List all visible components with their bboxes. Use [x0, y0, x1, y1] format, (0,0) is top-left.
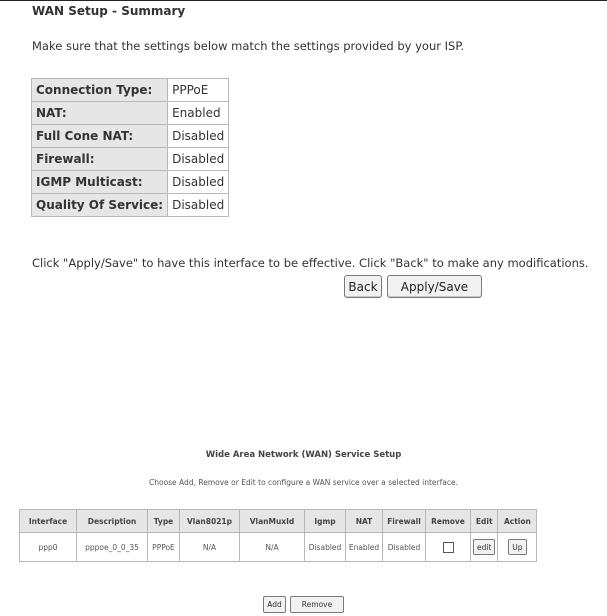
apply-save-button[interactable]: Apply/Save [387, 275, 482, 298]
column-header-firewall: Firewall [383, 510, 426, 533]
column-header-type: Type [148, 510, 180, 533]
column-header-action: Action [498, 510, 537, 533]
summary-row [32, 171, 229, 194]
remove-checkbox[interactable] [443, 542, 454, 553]
summary-table [31, 78, 229, 217]
summary-label: IGMP Multicast: [32, 171, 168, 194]
wan-section-subtitle: Choose Add, Remove or Edit to configure a WAN service over a selected interface. [148, 478, 458, 487]
cell-edit [471, 533, 498, 562]
column-header-edit: Edit [471, 510, 498, 533]
column-header-vlanmuxid: VlanMuxId [240, 510, 305, 533]
back-button[interactable]: Back [344, 275, 382, 298]
summary-value: Disabled [168, 194, 229, 217]
cell-igmp: Disabled [305, 533, 346, 562]
column-header-igmp: Igmp [305, 510, 346, 533]
cell-action [498, 533, 537, 562]
cell-remove [426, 533, 471, 562]
column-header-description: Description [77, 510, 148, 533]
summary-label: Connection Type: [32, 79, 168, 102]
cell-interface: ppp0 [20, 533, 77, 562]
cell-nat: Enabled [346, 533, 383, 562]
summary-value: Enabled [168, 102, 229, 125]
summary-label: Quality Of Service: [32, 194, 168, 217]
add-button[interactable]: Add [263, 596, 286, 613]
summary-label: Full Cone NAT: [32, 125, 168, 148]
wan-section-title: Wide Area Network (WAN) Service Setup [205, 450, 402, 460]
summary-label: NAT: [32, 102, 168, 125]
cell-vlanmuxid: N/A [240, 533, 305, 562]
cell-description: pppoe_0_0_35 [77, 533, 148, 562]
intro-text: Make sure that the settings below match the settings provided by your ISP. [32, 39, 465, 53]
table-row [20, 533, 537, 562]
apply-note: Click "Apply/Save" to have this interface to be effective. Click "Back" to make any modifications. [32, 256, 589, 270]
summary-row [32, 79, 229, 102]
summary-value: PPPoE [168, 79, 229, 102]
summary-row [32, 148, 229, 171]
summary-row [32, 194, 229, 217]
summary-value: Disabled [168, 171, 229, 194]
remove-button[interactable]: Remove [290, 596, 344, 613]
wan-service-table [19, 509, 537, 562]
column-header-interface: Interface [20, 510, 77, 533]
column-header-remove: Remove [426, 510, 471, 533]
edit-button[interactable]: edit [473, 539, 495, 555]
cell-vlan8021p: N/A [180, 533, 240, 562]
up-button[interactable]: Up [508, 539, 526, 555]
column-header-vlan8021p: Vlan8021p [180, 510, 240, 533]
cell-firewall: Disabled [383, 533, 426, 562]
summary-value: Disabled [168, 125, 229, 148]
summary-value: Disabled [168, 148, 229, 171]
summary-label: Firewall: [32, 148, 168, 171]
top-divider [0, 0, 607, 1]
summary-row [32, 125, 229, 148]
table-header-row [20, 510, 537, 533]
page-title: WAN Setup - Summary [32, 4, 186, 18]
cell-type: PPPoE [148, 533, 180, 562]
summary-row [32, 102, 229, 125]
column-header-nat: NAT [346, 510, 383, 533]
